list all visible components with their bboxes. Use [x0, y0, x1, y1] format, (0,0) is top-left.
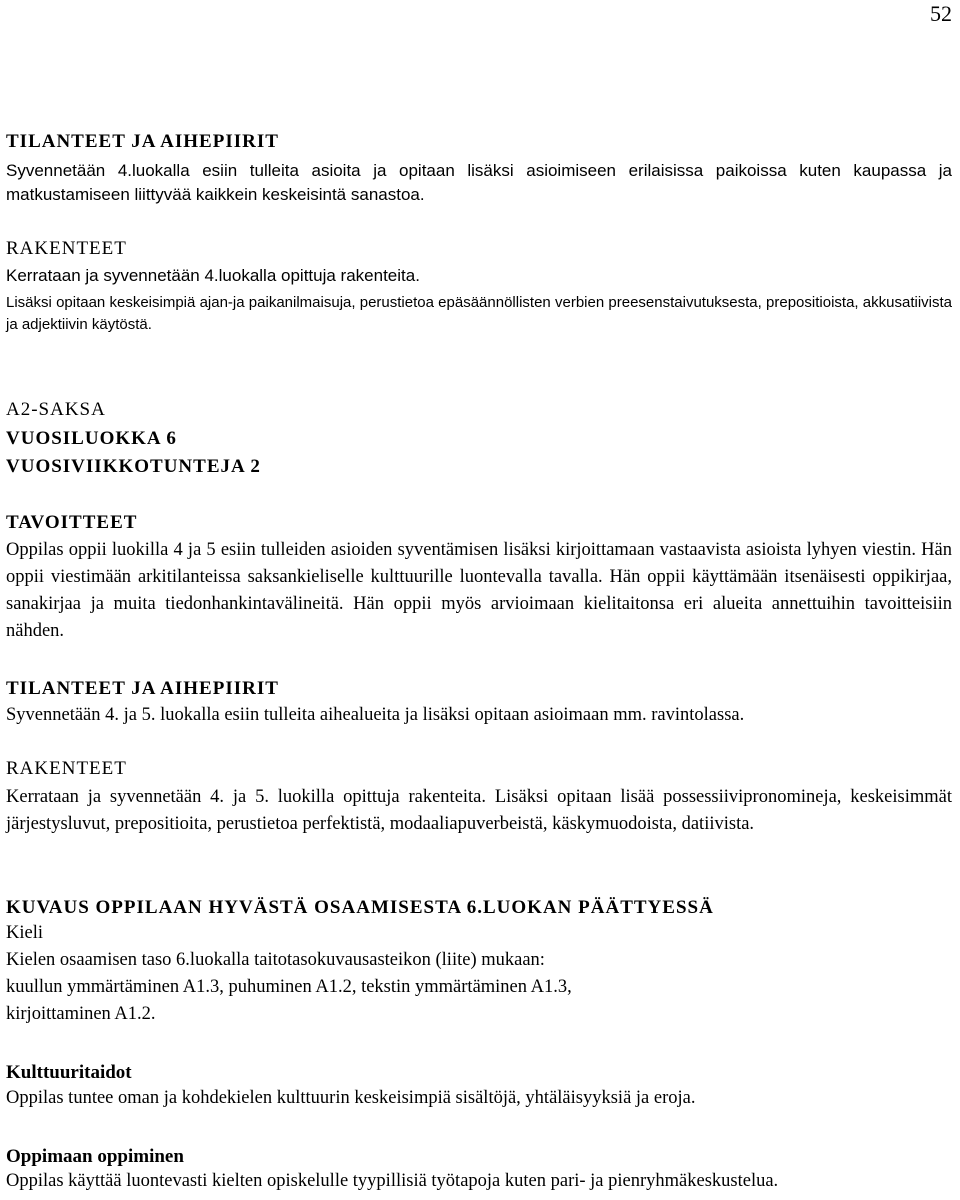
learning-text: Oppilas käyttää luontevasti kielten opiskelulle tyypillisiä työtapoja kuten pari- ja pienryhmäkeskustelua.	[6, 1171, 779, 1191]
writing-line: kirjoittaminen A1.2.	[6, 1004, 156, 1024]
level-line: Kielen osaamisen taso 6.luokalla taitotasokuvausasteikon (liite) mukaan:	[6, 950, 545, 970]
language-label: Kieli	[6, 923, 43, 943]
goals-text: Oppilas oppii luokilla 4 ja 5 esiin tulleiden asioiden syventämisen lisäksi kirjoittamaan vastaavista asioista lyhyen viestin. Hän oppii viestimään arkitilanteissa saksankieliselle kulttuurille luontevalla tavalla. Hän oppii käyttämään itsenäisesti oppikirjaa, sanakirjaa ja muita tiedonhankintavälineitä. Hän oppii myös arvioimaan kielitaitonsa eri alueita annettuihin tavoitteisiin nähden.	[6, 540, 952, 641]
section-heading-situations-4: TILANTEET JA AIHEPIIRIT	[6, 131, 279, 152]
grade-title: VUOSILUOKKA 6	[6, 428, 177, 449]
culture-heading: Kulttuuritaidot	[6, 1062, 132, 1083]
hours-title: VUOSIVIIKKOTUNTEJA 2	[6, 456, 261, 477]
subject-title: A2-SAKSA	[6, 399, 106, 420]
page-number: 52	[930, 1, 952, 26]
situations-text: Syvennetään 4. ja 5. luokalla esiin tulleita aihealueita ja lisäksi opitaan asioimaan mm. ravintolassa.	[6, 705, 745, 725]
section-text-structures-4: Lisäksi opitaan keskeisimpiä ajan-ja paikanilmaisuja, perustietoa epäsäännöllisten verbien preesenstaivutuksesta, prepositioista, akkusatiivista ja adjektiivin käytöstä.	[6, 294, 952, 333]
description-heading: KUVAUS OPPILAAN HYVÄSTÄ OSAAMISESTA 6.LUOKAN PÄÄTTYESSÄ	[6, 897, 714, 918]
levels-line: kuullun ymmärtäminen A1.3, puhuminen A1.2, tekstin ymmärtäminen A1.3,	[6, 977, 572, 997]
section-text-situations-4: Syvennetään 4.luokalla esiin tulleita asioita ja opitaan lisäksi asioimiseen erilaisissa paikoissa kuten kaupassa ja matkustamiseen liittyvää kaikkein keskeisintä sanastoa.	[6, 161, 952, 204]
section-heading-structures-4: RAKENTEET	[6, 238, 127, 259]
structures-text: Kerrataan ja syvennetään 4. ja 5. luokilla opittuja rakenteita. Lisäksi opitaan lisää possessiivipronomineja, keskeisimmät järjestysluvut, prepositioita, perustietoa perfektistä, modaaliapuverbeistä, käskymuodoista, datiivista.	[6, 787, 952, 834]
learning-heading: Oppimaan oppiminen	[6, 1146, 184, 1167]
culture-text: Oppilas tuntee oman ja kohdekielen kulttuurin keskeisimpiä sisältöjä, yhtäläisyyksiä ja eroja.	[6, 1088, 696, 1108]
situations-heading: TILANTEET JA AIHEPIIRIT	[6, 678, 279, 699]
description-block	[6, 920, 952, 1028]
section-line-structures-4: Kerrataan ja syvennetään 4.luokalla opittuja rakenteita.	[6, 266, 420, 285]
goals-heading: TAVOITTEET	[6, 512, 138, 533]
structures-heading: RAKENTEET	[6, 758, 127, 779]
